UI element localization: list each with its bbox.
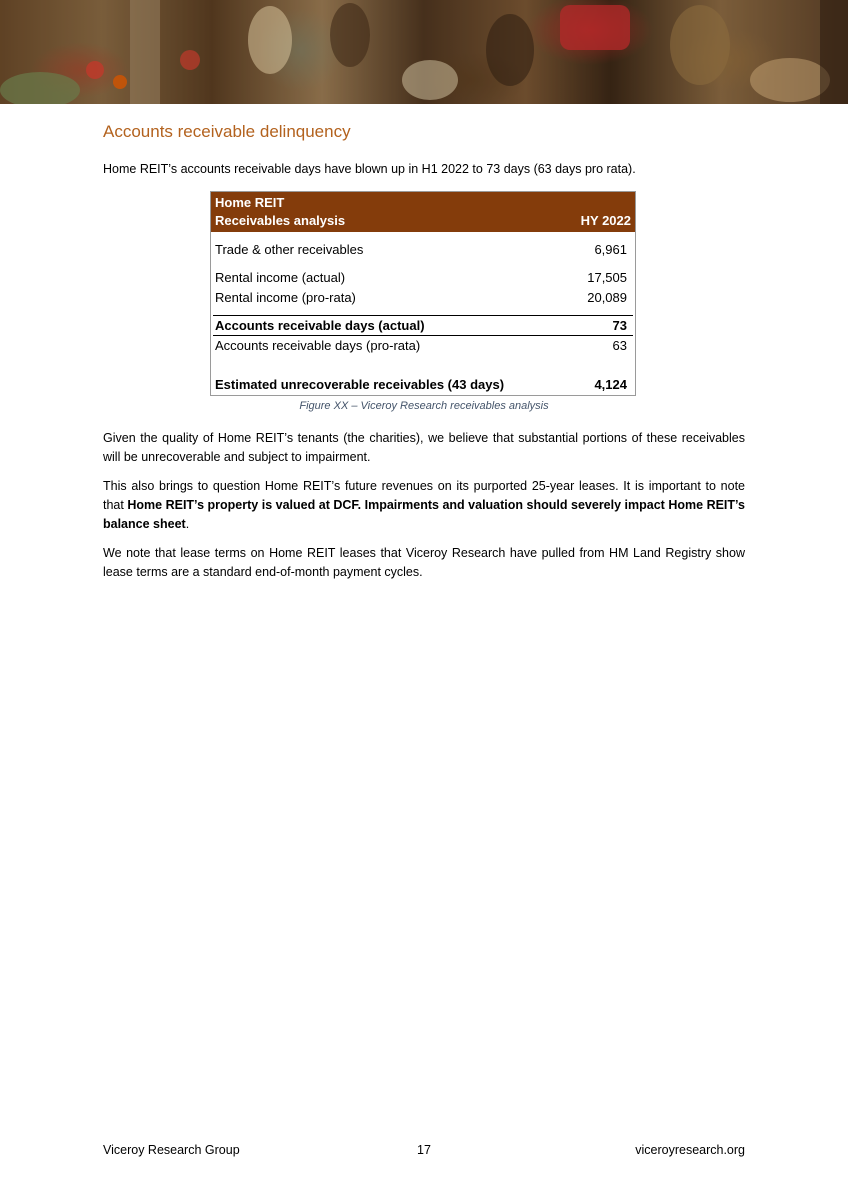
row-label: Trade & other receivables	[215, 242, 364, 257]
table-row	[211, 290, 635, 308]
paragraph-text: This also brings to question Home REIT’s future revenues on its purported 25-year leases. It is important to note that	[103, 479, 745, 512]
page-number: 17	[417, 1143, 431, 1157]
row-label: Estimated unrecoverable receivables (43 days)	[215, 377, 505, 392]
footer-left: Viceroy Research Group	[103, 1143, 240, 1157]
table-rule-bottom	[213, 335, 633, 336]
section-heading: Accounts receivable delinquency	[103, 122, 351, 141]
row-label: Rental income (pro-rata)	[215, 290, 356, 305]
intro-paragraph: Home REIT’s accounts receivable days have blown up in H1 2022 to 73 days (63 days pro rata).	[103, 162, 636, 176]
row-value: 4,124	[594, 377, 627, 392]
paragraph-text-end: .	[185, 517, 190, 531]
table-row	[211, 242, 635, 260]
table-row	[211, 270, 635, 288]
row-value: 17,505	[587, 270, 627, 285]
table-row-highlight	[211, 318, 635, 336]
painting-illustration	[0, 0, 848, 104]
row-value: 20,089	[587, 290, 627, 305]
body-paragraph-2	[103, 477, 745, 534]
body-paragraph-1: Given the quality of Home REIT’s tenants (the charities), we believe that substantial portions of these receivables will be unrecoverable and subject to impairment.	[103, 431, 745, 464]
row-value: 73	[612, 318, 627, 333]
table-header	[211, 192, 635, 232]
row-value: 6,961	[594, 242, 627, 257]
table-subtitle: Receivables analysis	[215, 213, 346, 228]
table-period-header: HY 2022	[580, 213, 631, 228]
table-title: Home REIT	[215, 195, 285, 210]
emphasis-text: Home REIT’s property is valued at DCF. Impairments and valuation should severely impact Home REIT’s balance sheet	[103, 498, 746, 531]
receivables-table	[210, 191, 636, 396]
footer-right: viceroyresearch.org	[635, 1143, 745, 1157]
row-label: Accounts receivable days (actual)	[215, 318, 425, 333]
row-value: 63	[612, 338, 627, 353]
table-rule-top	[213, 315, 633, 316]
table-row-total	[211, 377, 635, 395]
row-label: Accounts receivable days (pro-rata)	[215, 338, 421, 353]
table-row	[211, 338, 635, 356]
body-paragraph-3: We note that lease terms on Home REIT leases that Viceroy Research have pulled from HM Land Registry show lease terms are a standard end-of-month payment cycles.	[103, 546, 745, 579]
figure-caption: Figure XX – Viceroy Research receivables analysis	[299, 400, 549, 412]
header-painting-banner	[0, 0, 848, 104]
row-label: Rental income (actual)	[215, 270, 346, 285]
